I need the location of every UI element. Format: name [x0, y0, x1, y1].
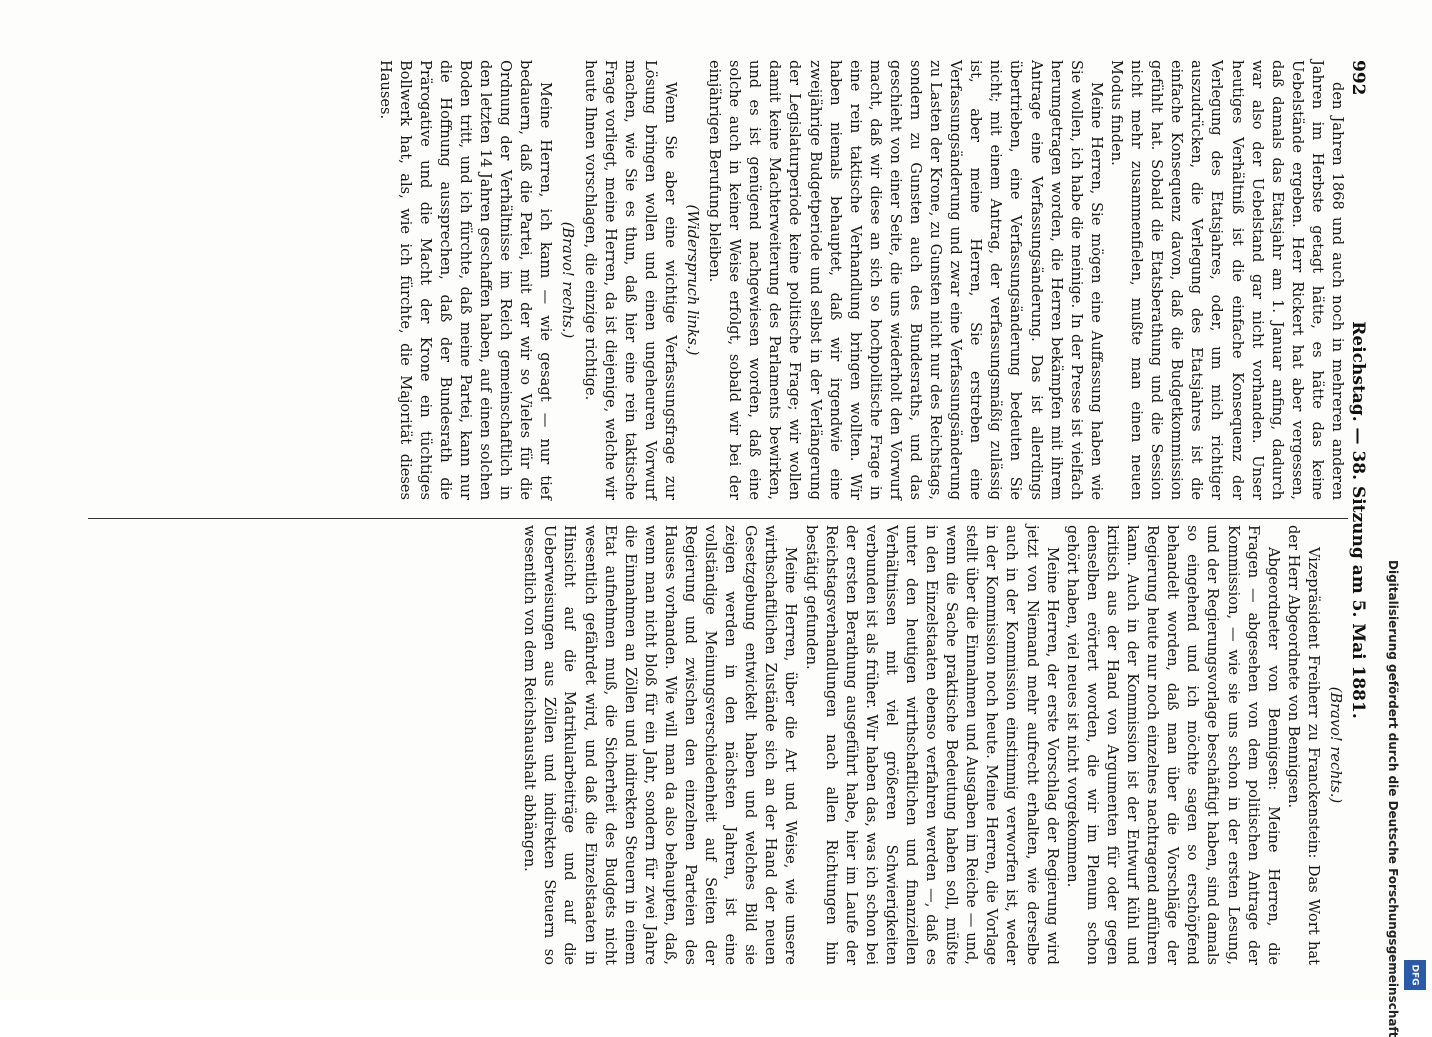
page-number: 992 [1348, 60, 1368, 96]
paragraph: Wenn Sie aber eine wichtige Verfassungsfrage zur Lösung bringen wollen und einen ungeheuren Vorwurf machen, wie Sie es thun, daß hier eine rein taktische Frage vorliegt, meine Herren, da ist diejenige, welche wir heute Ihnen vorschlagen, die einzige richtige. [581, 60, 679, 500]
paragraph: Meine Herren, ich kann — wie gesagt — nur tief bedauern, daß die Partei, mit der wir so Vieles für die Ordnung der Verhältnisse im Reich gemeinschaftlich in den letzten 14 Jahren geschaffen haben, auf einen solchen Boden tritt, und ich fürchte, daß meine Partei, kann nur die Hoffnung aussprechen, daß der Bundesrath die Prärogative und die Macht der Krone ein tüchtiges Bollwerk hat, als, wie ich fürchte, die Majorität dieses Hauses. [376, 60, 555, 500]
digitization-credit: Digitalisierung gefördert durch die Deutsche Forschungsgemeinschaft [1386, 560, 1400, 1037]
column-divider [88, 518, 1348, 519]
paragraph: Meine Herren, Sie mögen eine Auffassung haben wie Sie wollen, ich habe die meinige. In der Presse ist vielfach herumgetragen worden, die Herren bekämpfen mit ihrem Antrage eine Verfassungsänderung. Das ist allerdings übertrieben, eine Verfassungsänderung bedeuten Sie nicht; mit einem Antrag, der verfassungsmäßig zulässig ist, aber meine Herren, Sie erstreben eine Verfassungsänderung und zwar eine Verfassungsänderung zu Lasten der Krone, zu Gunsten nicht nur des Reichstags, sondern zu Gunsten auch des Bundesraths, und das geschieht von einer Seite, die uns wiederholt den Vorwurf macht, daß wir diese an sich so hochpolitische Frage in eine rein taktische Verhandlung bringen wollten. Wir haben niemals behauptet, daß wir irgendwie eine zweijährige Budgetperiode und selbst in der Verlängerung der Legislaturperiode keine politische Frage; wir wollen damit keine Machterweiterung des Parlaments bewirken, und es ist genügend nachgewiesen worden, daß eine solche auch in keiner Weise erfolgt, sobald wir bei der einjährigen Berufung bleiben. [706, 60, 1105, 500]
paragraph: den Jahren 1868 und auch noch in mehreren anderen Jahren im Herbste getagt hätte, es hätte das keine Uebelstände ergeben. Herr Rickert hat aber vergessen, daß damals das Etatsjahr am 1. Januar anfing, dadurch war also der Uebelstand gar nicht vorhanden. Unser heutiges Verhältniß ist die einfache Konsequenz der Verlegung des Etatsjahres, oder, um mich richtiger auszudrücken, die Verlegung des Etatsjahres ist die einfache Konsequenz davon, daß die Budgetkommission gefühlt hat. Sobald die Etatsberathung und die Session nicht mehr zusammenfielen, mußte man einen neuen Modus finden. [1107, 60, 1346, 500]
paragraph: Vizepräsident Freiherr zu Franckenstein: Das Wort hat der Herr Abgeordnete von Bennigsen. [1284, 525, 1322, 965]
paragraph: Meine Herren, der erste Vorschlag der Regierung wird jetzt von Niemand mehr aufrecht erhalten, wie derselbe auch in der Kommission einstimmig verworfen ist, weder in der Kommission noch heute. Meine Herren, die Vorlage stellt über die Einnahmen und Ausgaben im Reiche — und, wenn die Sache praktische Bedeutung haben soll, müßte in den Einzelstaaten ebenso verfahren werden —, daß es unter den heutigen wirthschaftlichen und finanziellen Verhältnissen mit viel größeren Schwierigkeiten verbunden ist als früher. Wir haben das, was ich schon bei der ersten Berathung ausgeführt habe, hier im Laufe der Reichstagsverhandlungen nach allen Richtungen hin bestätigt gefunden. [802, 525, 1061, 965]
dfg-logo-icon: DFG [1404, 960, 1426, 990]
page-title: Reichstag. — 38. Sitzung am 5. Mai 1881. [1348, 321, 1368, 719]
interjection: (Bravo! rechts.) [1327, 686, 1344, 804]
paragraph: Abgeordneter von Bennigsen: Meine Herren, die Fragen — abgesehen von dem politischen Antrage der Kommission, — wie sie uns schon in der ersten Lesung, und der Regierungsvorlage beschäftigt haben, sind damals so eingehend und ich möchte sagen so erschöpfend behandelt worden, daß man über die Vorschläge der Regierung heute nur noch einzelnes nachtragend anführen kann. Auch in der Kommission ist der Entwurf kühl und kritisch aus der Hand von Argumenten für oder gegen denselben erörtert worden, die wir im Plenum schon gehört haben, viel neues ist nicht vorgekommen. [1063, 525, 1282, 965]
page-header [1346, 60, 1368, 980]
interjection: (Widerspruch links.) [684, 204, 701, 356]
interjection: (Bravo! rechts.) [559, 221, 577, 339]
text-column-left [521, 525, 1347, 965]
text-column-right [376, 60, 1347, 500]
paragraph: Meine Herren, über die Art und Weise, wie unsere wirthschaftlichen Zustände sich an der Hand der neuen Gesetzgebung entwickelt haben und welches Bild sie zeigen werden in den nächsten Jahren, ist eine vollständige Meinungsverschiedenheit auf Seiten der Regierung und zwischen den einzelnen Parteien des Hauses vorhanden. Wie will man da also behaupten, daß, wenn man nicht bloß für ein Jahr, sondern für zwei Jahre die Einnahmen an Zöllen und indirekten Steuern in einem Etat aufnehmen muß, die Sicherheit des Budgets nicht wesentlich gefährdet wird, und daß die Einzelstaaten in Hinsicht auf die Matrikularbeiträge und auf die Ueberweisungen aus Zöllen und indirekten Steuern so wesentlich von dem Reichshaushalt abhängen. [521, 525, 800, 965]
